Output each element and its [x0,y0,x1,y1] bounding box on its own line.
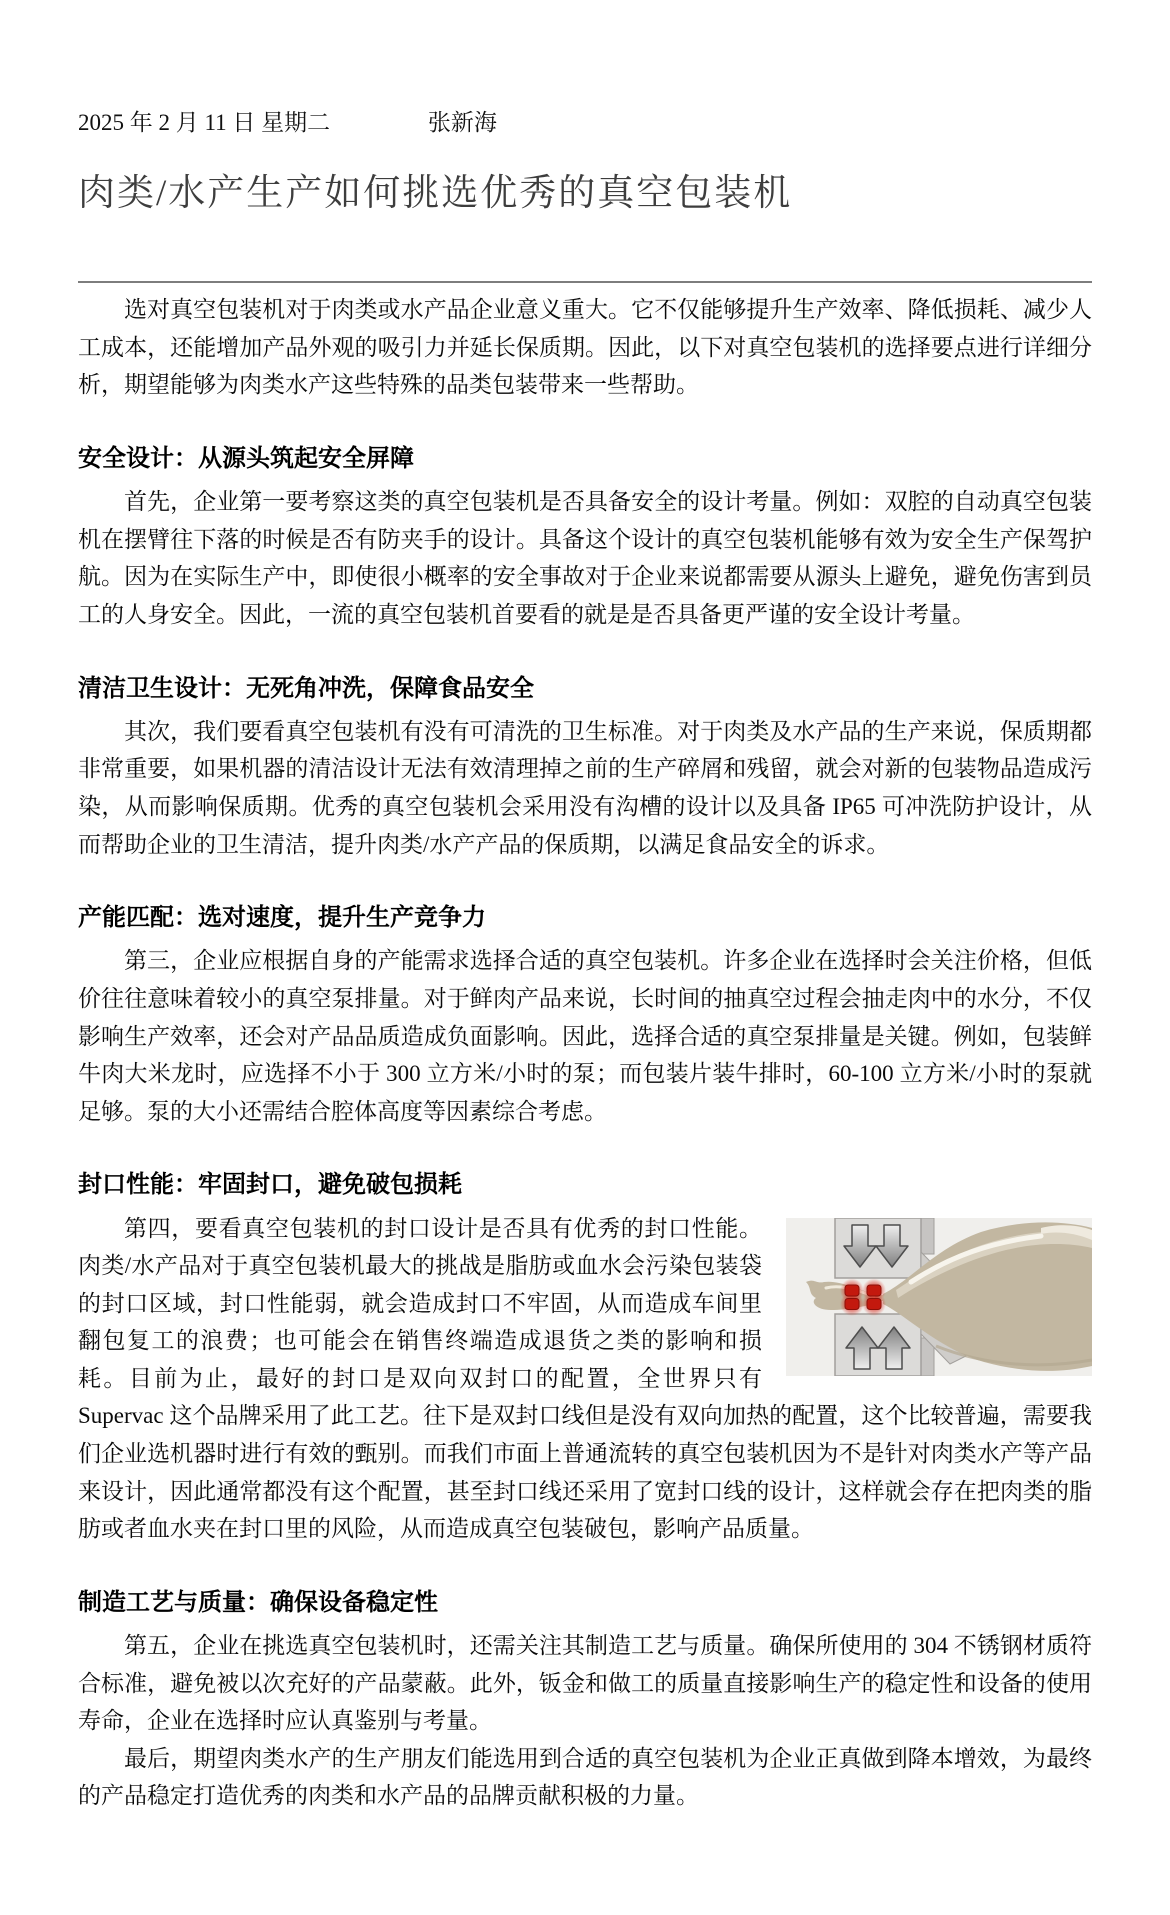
section-sealing [78,1170,1092,1548]
sealing-text-wrap [78,1210,1092,1548]
date-text: 2025 年 2 月 11 日 星期二 [78,110,331,135]
page-title: 肉类/水产生产如何挑选优秀的真空包装机 [78,173,793,214]
author-name: 张新海 [427,110,497,135]
section-body-quality: 第五，企业在挑选真空包装机时，还需关注其制造工艺与质量。确保所使用的 304 不锈钢材质符合标准，避免被以次充好的产品蒙蔽。此外，钣金和做工的质量直接影响生产的稳定性和设备的使用寿命，企业在选择时应认真鉴别与考量。 [78,1633,1092,1734]
section-hygiene [78,674,1092,864]
section-body-sealing: 第四，要看真空包装机的封口设计是否具有优秀的封口性能。肉类/水产品对于真空包装机最大的挑战是脂肪或血水会污染包装袋的封口区域，封口性能弱，就会造成封口不牢固，从而造成车间里翻包复工的浪费；也可能会在销售终端造成退货之类的影响和损耗。目前为止，最好的封口是双向双封口的配置，全世界只有 Supervac 这个品牌采用了此工艺。往下是双封口线但是没有双向加热的配置，这个比较普遍，需要我们企业选机器时进行有效的甄别。而我们市面上普通流转的真空包装机因为不是针对肉类水产等产品来设计，因此通常都没有这个配置，甚至封口线还采用了宽封口线的设计，这样就会存在把肉类的脂肪或者血水夹在封口里的风险，从而造成真空包装破包，影响产品质量。 [78,1215,1092,1542]
section-heading-capacity: 产能匹配：选对速度，提升生产竞争力 [78,905,486,932]
section-quality [78,1588,1092,1740]
vacuum-seal-illustration [786,1218,1092,1376]
section-heading-safety: 安全设计：从源头筑起安全屏障 [78,446,414,473]
section-capacity [78,903,1092,1130]
section-body-capacity: 第三，企业应根据自身的产能需求选择合适的真空包装机。许多企业在选择时会关注价格，但低价往往意味着较小的真空泵排量。对于鲜肉产品来说，长时间的抽真空过程会抽走肉中的水分，不仅影响生产效率，还会对产品品质造成负面影响。因此，选择合适的真空泵排量是关键。例如，包装鲜牛肉大米龙时，应选择不小于 300 立方米/小时的泵；而包装片装牛排时，60-100 立方米/小时的泵就足够。泵的大小还需结合腔体高度等因素综合考虑。 [78,948,1092,1124]
intro-paragraph: 选对真空包装机对于肉类或水产品企业意义重大。它不仅能够提升生产效率、降低损耗、减少人工成本，还能增加产品外观的吸引力并延长保质期。因此，以下对真空包装机的选择要点进行详细分析，期望能够为肉类水产这些特殊的品类包装带来一些帮助。 [78,297,1092,398]
section-heading-sealing: 封口性能：牢固封口，避免破包损耗 [78,1172,462,1199]
dateline [78,104,1092,137]
closing-paragraph: 最后，期望肉类水产的生产朋友们能选用到合适的真空包装机为企业正真做到降本增效，为最终的产品稳定打造优秀的肉类和水产品的品牌贡献积极的力量。 [78,1745,1092,1809]
section-body-hygiene: 其次，我们要看真空包装机有没有可清洗的卫生标准。对于肉类及水产品的生产来说，保质期都非常重要，如果机器的清洁设计无法有效清理掉之前的生产碎屑和残留，就会对新的包装物品造成污染，从而影响保质期。优秀的真空包装机会采用没有沟槽的设计以及具备 IP65 可冲洗防护设计，从而帮助企业的卫生清洁，提升肉类/水产产品的保质期，以满足食品安全的诉求。 [78,718,1092,857]
section-heading-quality: 制造工艺与质量：确保设备稳定性 [78,1589,438,1616]
seal-diagram-svg [786,1218,1092,1376]
section-body-safety: 首先，企业第一要考察这类的真空包装机是否具备安全的设计考量。例如：双腔的自动真空包装机在摆臂往下落的时候是否有防夹手的设计。具备这个设计的真空包装机能够有效为安全生产保驾护航。因为在实际生产中，即使很小概率的安全事故对于企业来说都需要从源头上避免，避免伤害到员工的人身安全。因此，一流的真空包装机首要看的就是是否具备更严谨的安全设计考量。 [78,489,1092,627]
section-safety [78,444,1092,634]
title-divider [78,281,1092,283]
section-heading-hygiene: 清洁卫生设计：无死角冲洗，保障食品安全 [78,675,534,702]
